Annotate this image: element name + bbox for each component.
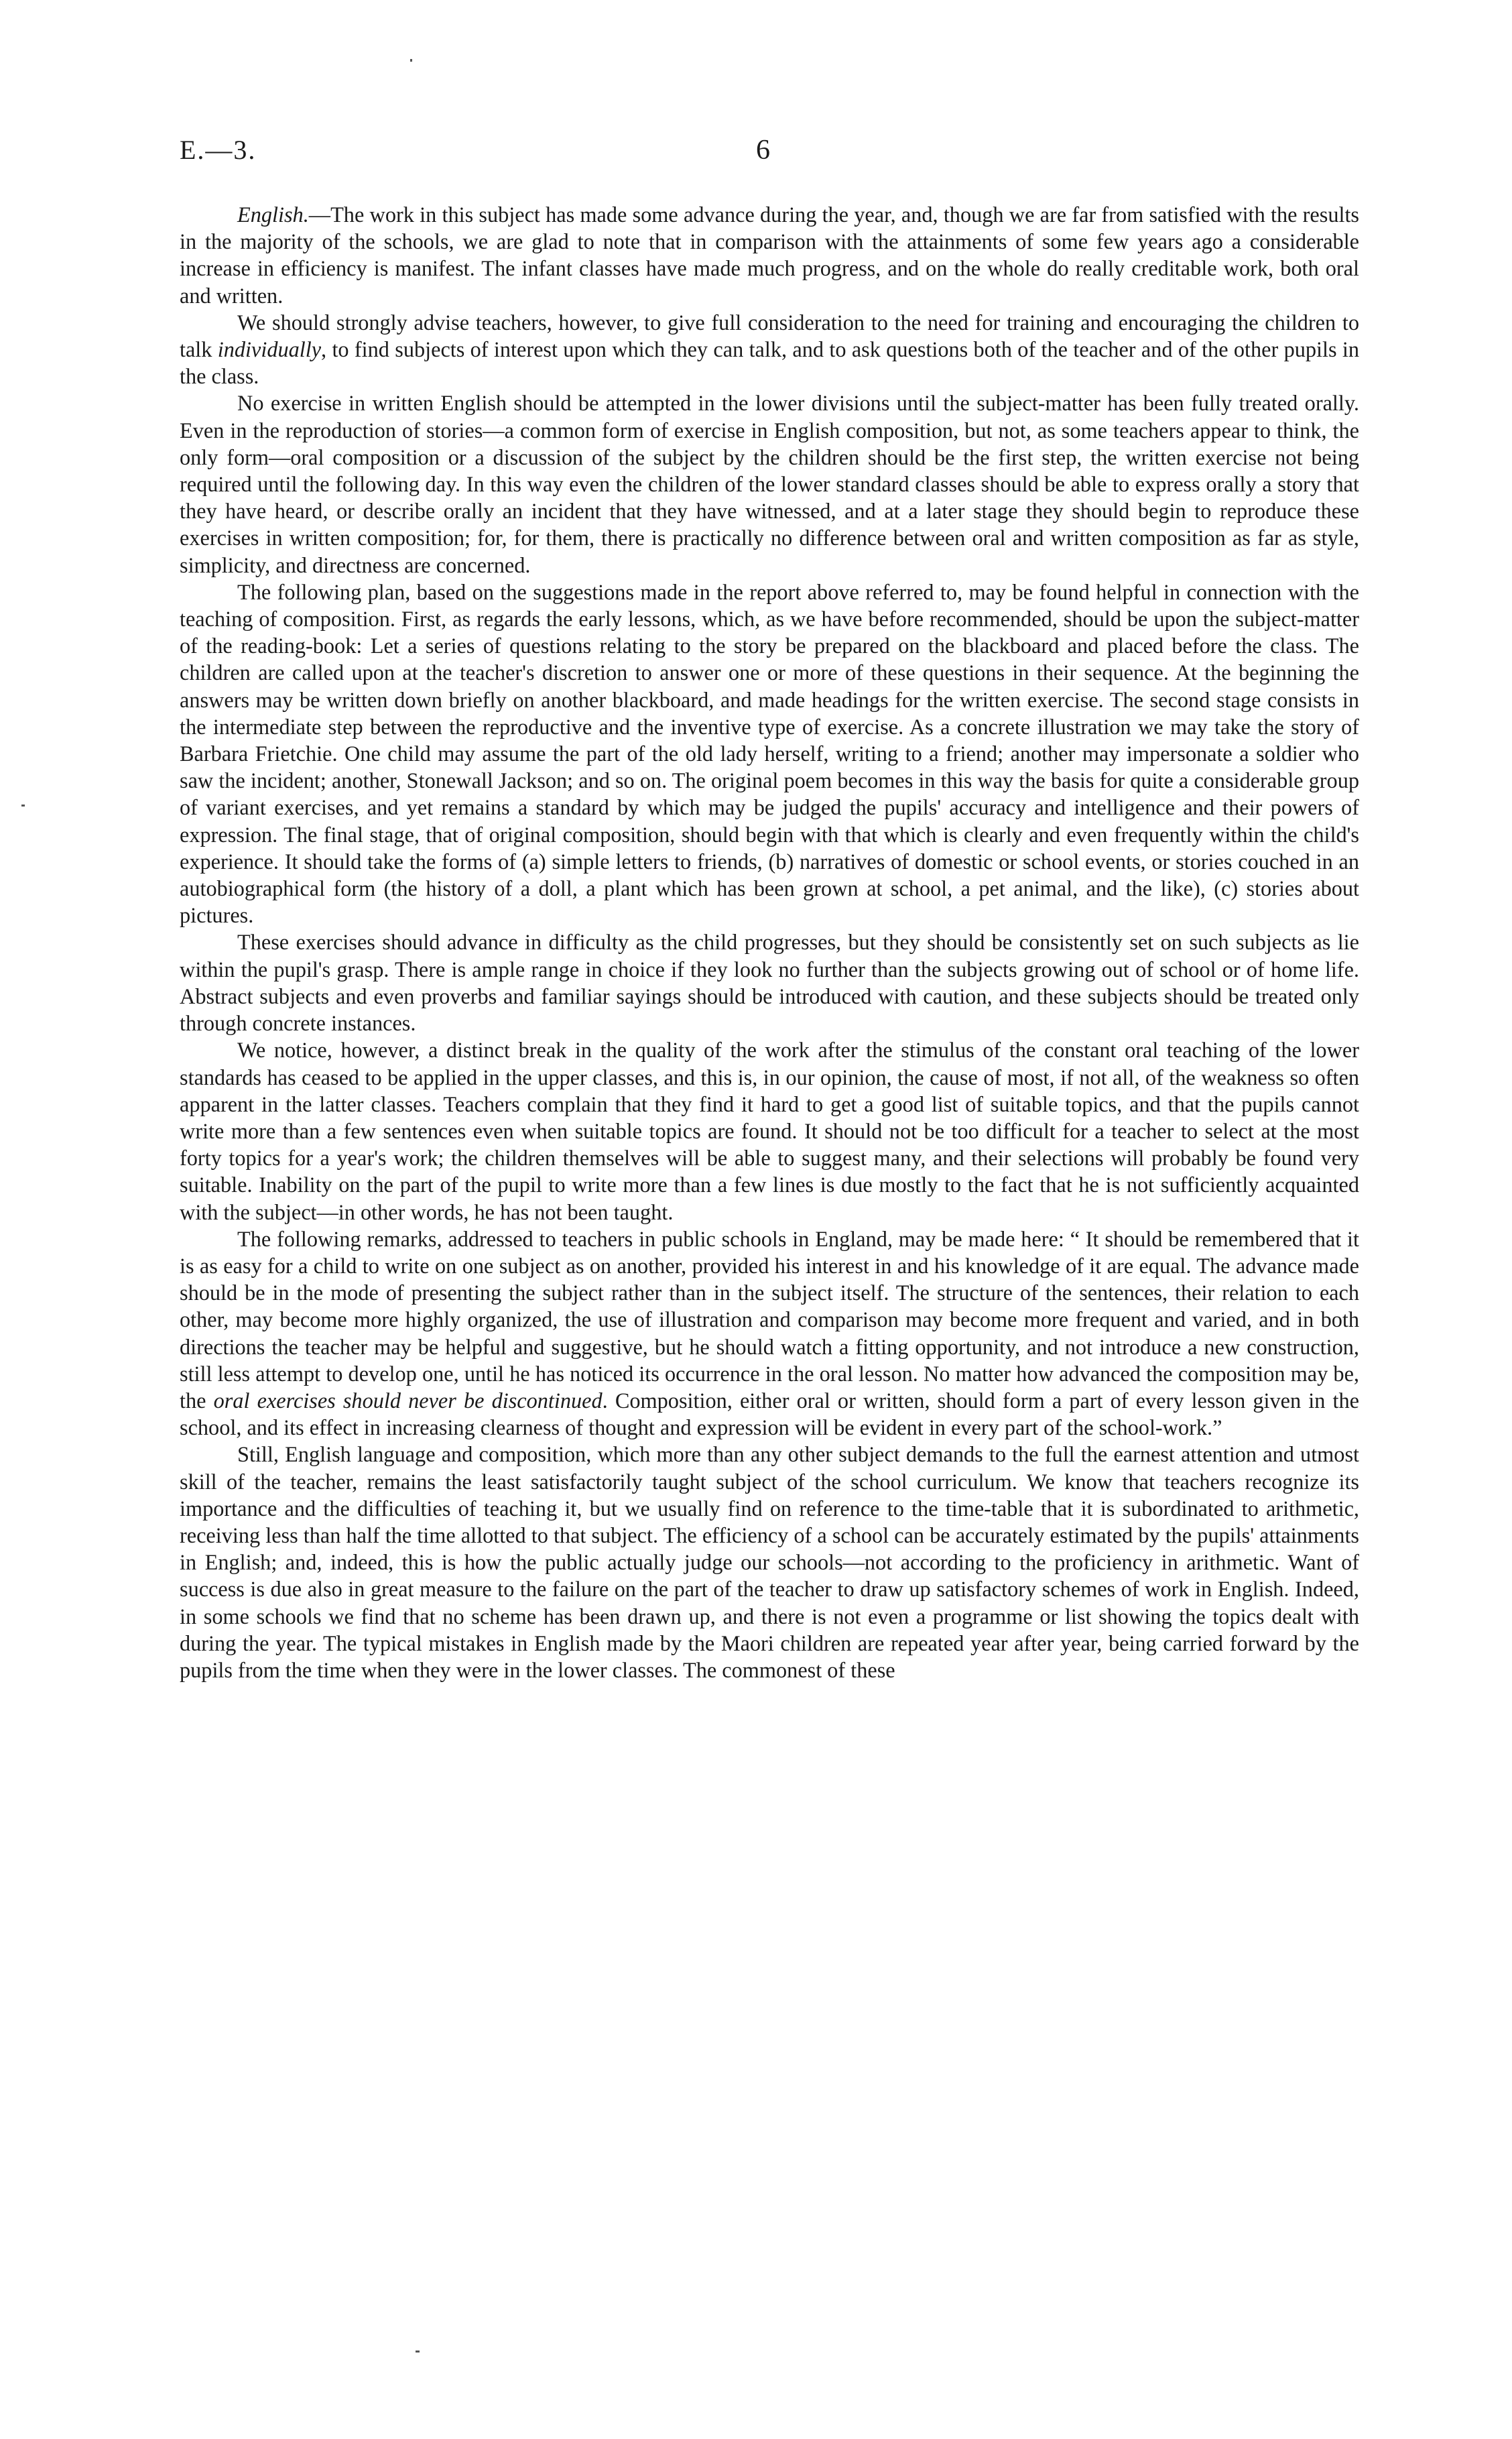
paragraph-english <box>180 201 1359 309</box>
speck-mark <box>21 805 25 807</box>
body-text <box>180 201 1359 1683</box>
emphasis-text: individually <box>217 337 322 362</box>
page-number: 6 <box>756 135 770 166</box>
paragraph-written-english: No exercise in written English should be attempted in the lower divisions until the subject-matter has been fully treated orally. Even in the reproduction of stories—a common form of exercise in English composition, but not, as some teachers appear to think, the only form—oral composition or a discussion of the subject by the children should be the first step, the written exercise not being required until the following day. In this way even the children of the lower standard classes should be able to express orally a story that they have heard, or describe orally an incident that they have witnessed, and at a later stage they should begin to reproduce these exercises in written composition; for, for them, there is practically no difference between oral and written composition as far as style, simplicity, and directness are concerned. <box>180 391 1359 577</box>
paragraph-oral-training <box>180 309 1359 390</box>
paragraph-text: . Composition, either oral or written, should form a part of every lesson given in the school, and its effect in increasing clearness of thought and expression will be evident in every part of the school-work.” <box>180 1388 1359 1440</box>
page-header <box>180 134 1359 174</box>
paragraph-curriculum: Still, English language and composition, which more than any other subject demands to the full the earnest attention and utmost skill of the teacher, remains the least satisfactorily taught subject of the school curriculum. We know that teachers recognize its importance and the difficulties of teaching it, but we usually find on reference to the time-table that it is subordinated to arithmetic, receiving less than half the time allotted to that subject. The efficiency of a school can be accurately estimated by the pupils' attainments in English; and, indeed, this is how the public actually judge our schools—not according to the proficiency in arithmetic. Want of success is due also in great measure to the failure on the part of the teacher to draw up satisfactory schemes of work in English. Indeed, in some schools we find that no scheme has been drawn up, and there is not even a programme or list showing the topics dealt with during the year. The typical mistakes in English made by the Maori children are repeated year after year, being carried forward by the pupils from the time when they were in the lower classes. The commonest of these <box>180 1442 1359 1682</box>
paragraph-exercise-difficulty: These exercises should advance in difficulty as the child progresses, but they should be consistently set on such subjects as lie within the pupil's grasp. There is ample range in choice if they look no further than the subjects growing out of school or of home life. Abstract subjects and even proverbs and familiar sayings should be introduced with caution, and these subjects should be treated only through concrete instances. <box>180 930 1359 1036</box>
paragraph-upper-classes: We notice, however, a distinct break in the quality of the work after the stimulus of the constant oral teaching of the lower standards has ceased to be applied in the upper classes, and this is, in our opinion, the cause of most, if not all, of the weakness so often apparent in the latter classes. Teachers complain that they find it hard to get a good list of suitable topics, and that the pupils cannot write more than a few sentences even when suitable topics are found. It should not be too difficult for a teacher to select at the most forty topics for a year's work; the children themselves will be able to suggest many, and their selections will probably be found very suitable. Inability on the part of the pupil to write more than a few lines is due mostly to the fact that he is not sufficiently acquainted with the subject—in other words, he has not been taught. <box>180 1038 1359 1224</box>
document-reference: E.—3. <box>180 135 257 165</box>
paragraph-text: , to find subjects of interest upon which they can talk, and to ask questions both of the teacher and of the other pupils in the class. <box>180 337 1359 389</box>
paragraph-text: The following remarks, addressed to teachers in public schools in England, may be made here: “ It should be remembered that it is as easy for a child to write on one subject as on another, provided his interest in and his knowledge of it are equal. The advance made should be in the mode of presenting the subject rather than in the subject itself. The structure of the sentences, their relation to each other, may become more highly organized, the use of illustration and comparison may become more frequent and varied, and in both directions the teacher may be helpful and suggestive, but he should watch a fitting opportunity, and not introduce a new construction, still less attempt to develop one, until he has noticed its occurrence in the oral lesson. No matter how advanced the composition may be, the <box>180 1226 1359 1413</box>
emphasis-text: oral exercises should never be discontinued <box>213 1388 603 1413</box>
paragraph-text: We should strongly advise teachers, however, to give full consideration to the need for training and encouraging the children to talk <box>180 310 1359 362</box>
section-heading: English. <box>237 202 309 227</box>
paragraph-england-remarks <box>180 1226 1359 1441</box>
paragraph-text: —The work in this subject has made some advance during the year, and, though we are far from satisfied with the results in the majority of the schools, we are glad to note that in comparison with the attainments of some few years ago a considerable increase in efficiency is manifest. The infant classes have made much progress, and on the whole do really creditable work, both oral and written. <box>180 202 1359 308</box>
paragraph-composition-plan: The following plan, based on the suggestions made in the report above referred to, may be found helpful in connection with the teaching of composition. First, as regards the early lessons, which, as we have before recommended, should be upon the subject-matter of the reading-book: Let a series of questions relating to the story be prepared on the blackboard and placed before the class. The children are called upon at the teacher's discretion to answer one or more of these questions in their sequence. At the beginning the answers may be written down briefly on another blackboard, and made headings for the written exercise. The second stage consists in the intermediate step between the reproductive and the inventive type of exercise. As a concrete illustration we may take the story of Barbara Frietchie. One child may assume the part of the old lady herself, writing to a friend; another may impersonate a soldier who saw the incident; another, Stonewall Jackson; and so on. The original poem becomes in this way the basis for quite a considerable group of variant exercises, and yet remains a standard by which may be judged the pupils' accuracy and intelligence and their powers of expression. The final stage, that of original composition, should begin with that which is clearly and even frequently within the child's experience. It should take the forms of (a) simple letters to friends, (b) narratives of domestic or school events, or stories couched in an autobiographical form (the history of a doll, a plant which has been grown at school, a pet animal, and the like), (c) stories about pictures. <box>180 579 1359 928</box>
speck-mark <box>416 2351 420 2353</box>
speck-mark <box>410 59 412 62</box>
